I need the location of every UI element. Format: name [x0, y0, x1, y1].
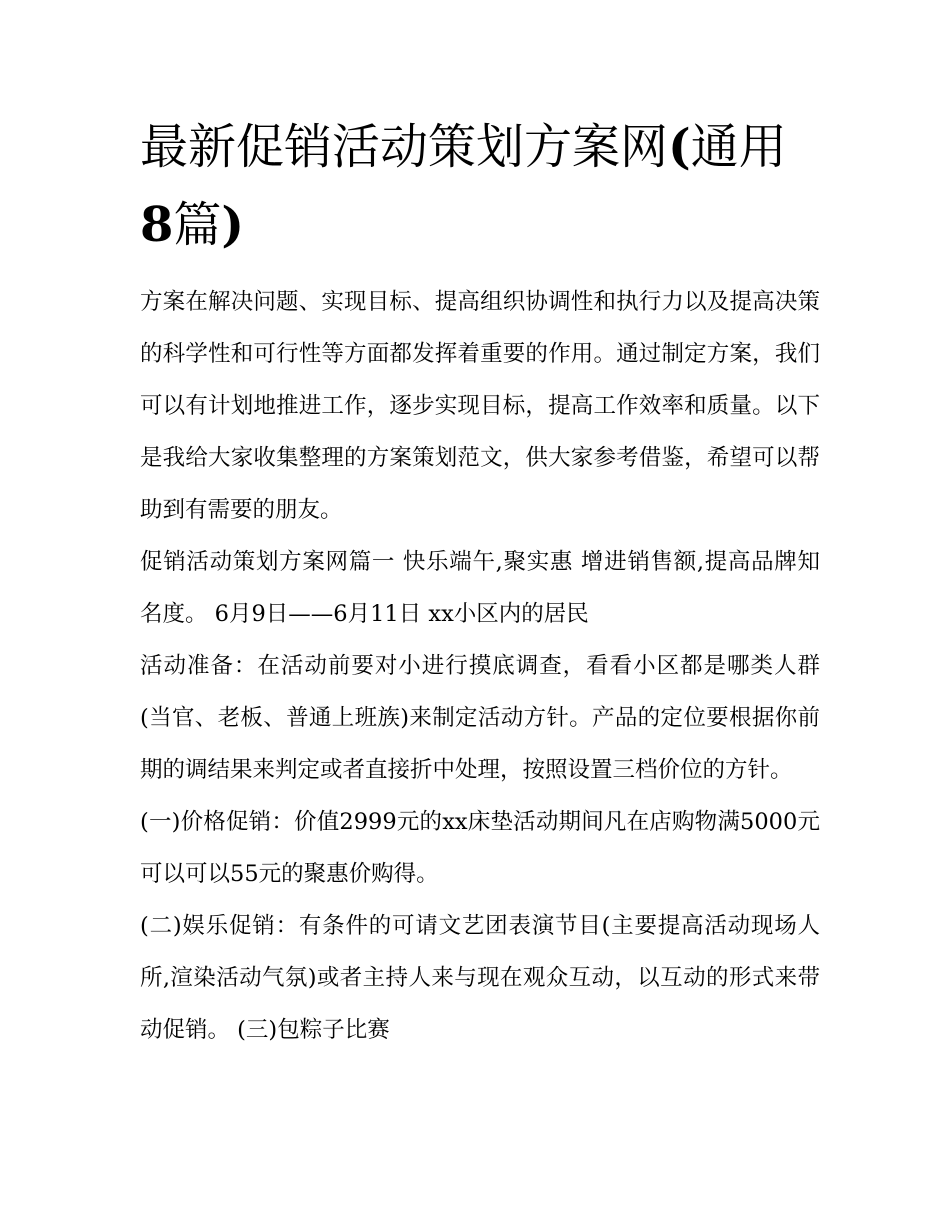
preparation-paragraph: 活动准备：在活动前要对小进行摸底调查，看看小区都是哪类人群(当官、老板、普通上班族)来制定活动方针。产品的定位要根据你前期的调结果来判定或者直接折中处理，按照设置三档价位的方针。: [140, 653, 820, 783]
document-page: [140, 108, 820, 1056]
intro-paragraph: 方案在解决问题、实现目标、提高组织协调性和执行力以及提高决策的科学性和可行性等方面都发挥着重要的作用。通过制定方案，我们可以有计划地推进工作，逐步实现目标，提高工作效率和质量。以下是我给大家收集整理的方案策划范文，供大家参考借鉴，希望可以帮助到有需要的朋友。: [140, 289, 820, 523]
entertainment-promotion-paragraph: (二)娱乐促销：有条件的可请文艺团表演节目(主要提高活动现场人所,渲染活动气氛)或者主持人来与现在观众互动，以互动的形式来带动促销。 (三)包粽子比赛: [140, 913, 820, 1043]
document-title: 最新促销活动策划方案网(通用8篇): [140, 119, 787, 253]
section-one-paragraph: 促销活动策划方案网篇一 快乐端午,聚实惠 增进销售额,提高品牌知名度。 6月9日——6月11日 xx小区内的居民: [140, 549, 820, 627]
price-promotion-paragraph: (一)价格促销：价值2999元的xx床垫活动期间凡在店购物满5000元可以可以55元的聚惠价购得。: [140, 809, 820, 887]
